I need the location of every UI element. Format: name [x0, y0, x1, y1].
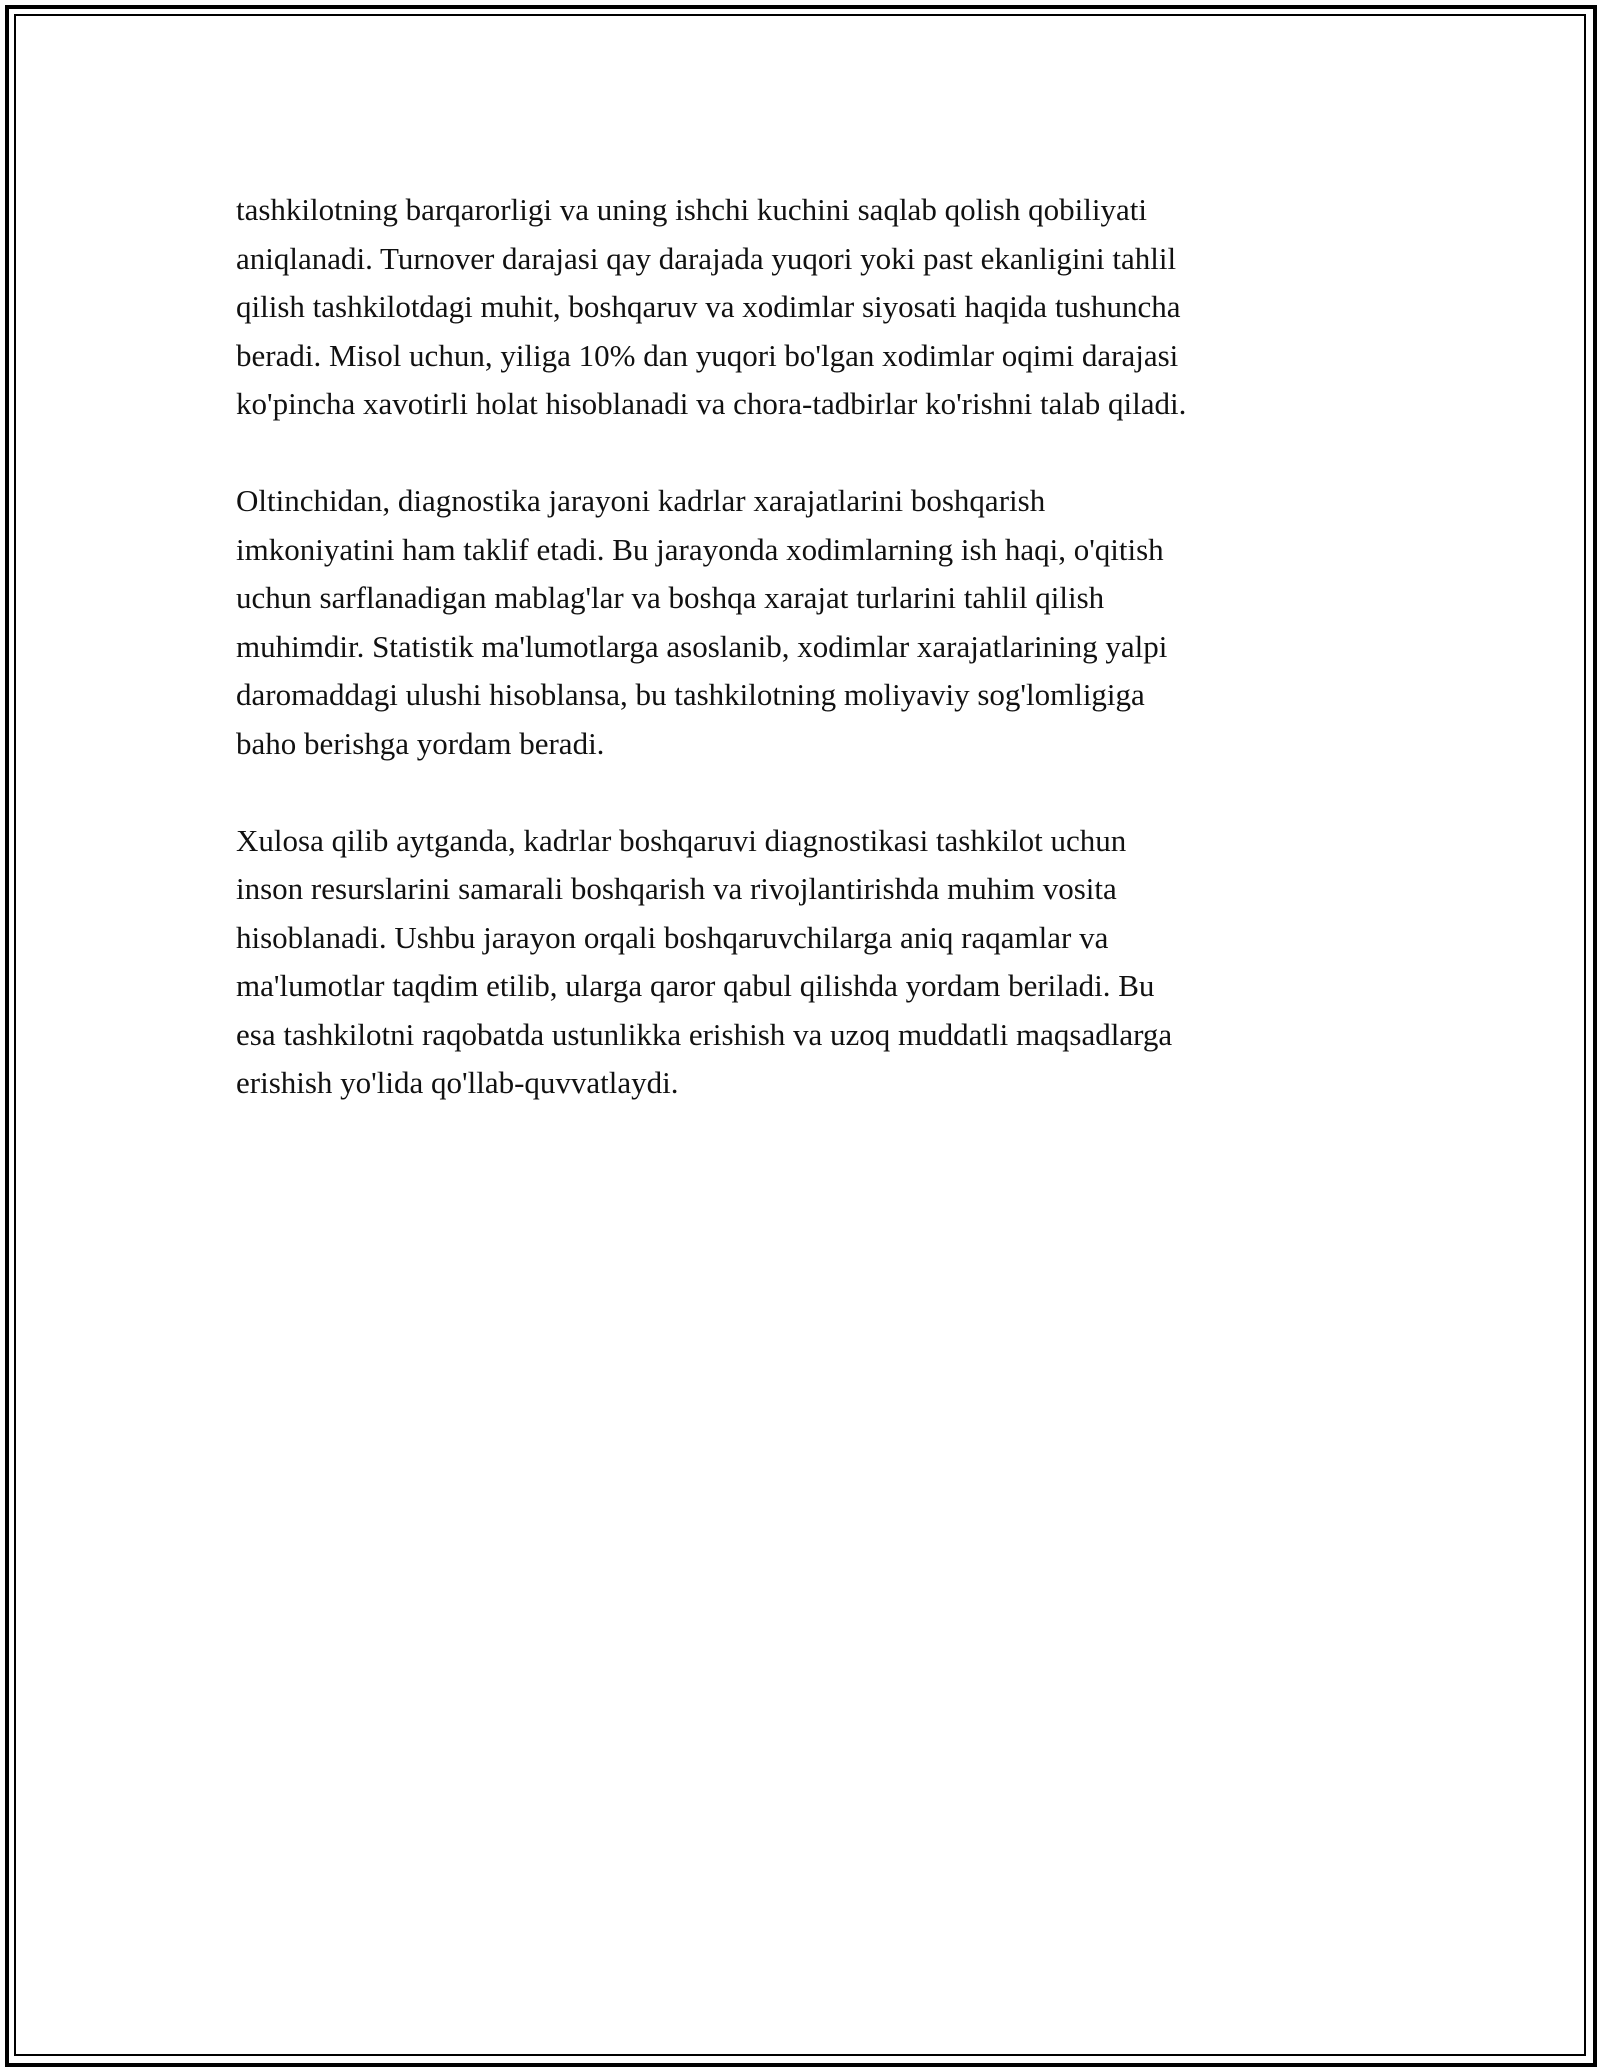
text-line: hisoblanadi. Ushbu jarayon orqali boshqaruvchilarga aniq raqamlar va — [236, 919, 1109, 955]
text-line: Xulosa qilib aytganda, kadrlar boshqaruvi diagnostikasi tashkilot uchun — [236, 822, 1127, 858]
paragraph-2 — [236, 477, 1376, 768]
paragraph-1 — [236, 186, 1376, 429]
document-body — [236, 186, 1376, 1156]
text-line: baho berishga yordam beradi. — [236, 725, 605, 761]
text-line: beradi. Misol uchun, yiliga 10% dan yuqori bo'lgan xodimlar oqimi darajasi — [236, 337, 1179, 373]
text-line: daromaddagi ulushi hisoblansa, bu tashkilotning moliyaviy sog'lomligiga — [236, 677, 1145, 712]
text-line: qilish tashkilotdagi muhit, boshqaruv va xodimlar siyosati haqida tushuncha — [236, 289, 1181, 324]
text-line: muhimdir. Statistik ma'lumotlarga asoslanib, xodimlar xarajatlarining yalpi — [236, 628, 1168, 664]
text-line: esa tashkilotni raqobatda ustunlikka erishish va uzoq muddatli maqsadlarga — [236, 1016, 1173, 1052]
text-line: erishish yo'lida qo'llab-quvvatlaydi. — [236, 1065, 679, 1100]
text-line: Oltinchidan, diagnostika jarayoni kadrlar xarajatlarini boshqarish — [236, 483, 1046, 518]
text-line: imkoniyatini ham taklif etadi. Bu jarayonda xodimlarning ish haqi, o'qitish — [236, 531, 1164, 567]
text-line: uchun sarflanadigan mablag'lar va boshqa xarajat turlarini tahlil qilish — [236, 580, 1105, 615]
text-line: ko'pincha xavotirli holat hisoblanadi va chora-tadbirlar ko'rishni talab qiladi. — [236, 386, 1187, 421]
text-line: inson resurslarini samarali boshqarish va rivojlantirishda muhim vosita — [236, 871, 1117, 906]
text-line: tashkilotning barqarorligi va uning ishchi kuchini saqlab qolish qobiliyati — [236, 192, 1147, 227]
text-line: aniqlanadi. Turnover darajasi qay darajada yuqori yoki past ekanligini tahlil — [236, 240, 1177, 276]
paragraph-3 — [236, 817, 1376, 1108]
text-line: ma'lumotlar taqdim etilib, ularga qaror qabul qilishda yordam beriladi. Bu — [236, 968, 1155, 1003]
